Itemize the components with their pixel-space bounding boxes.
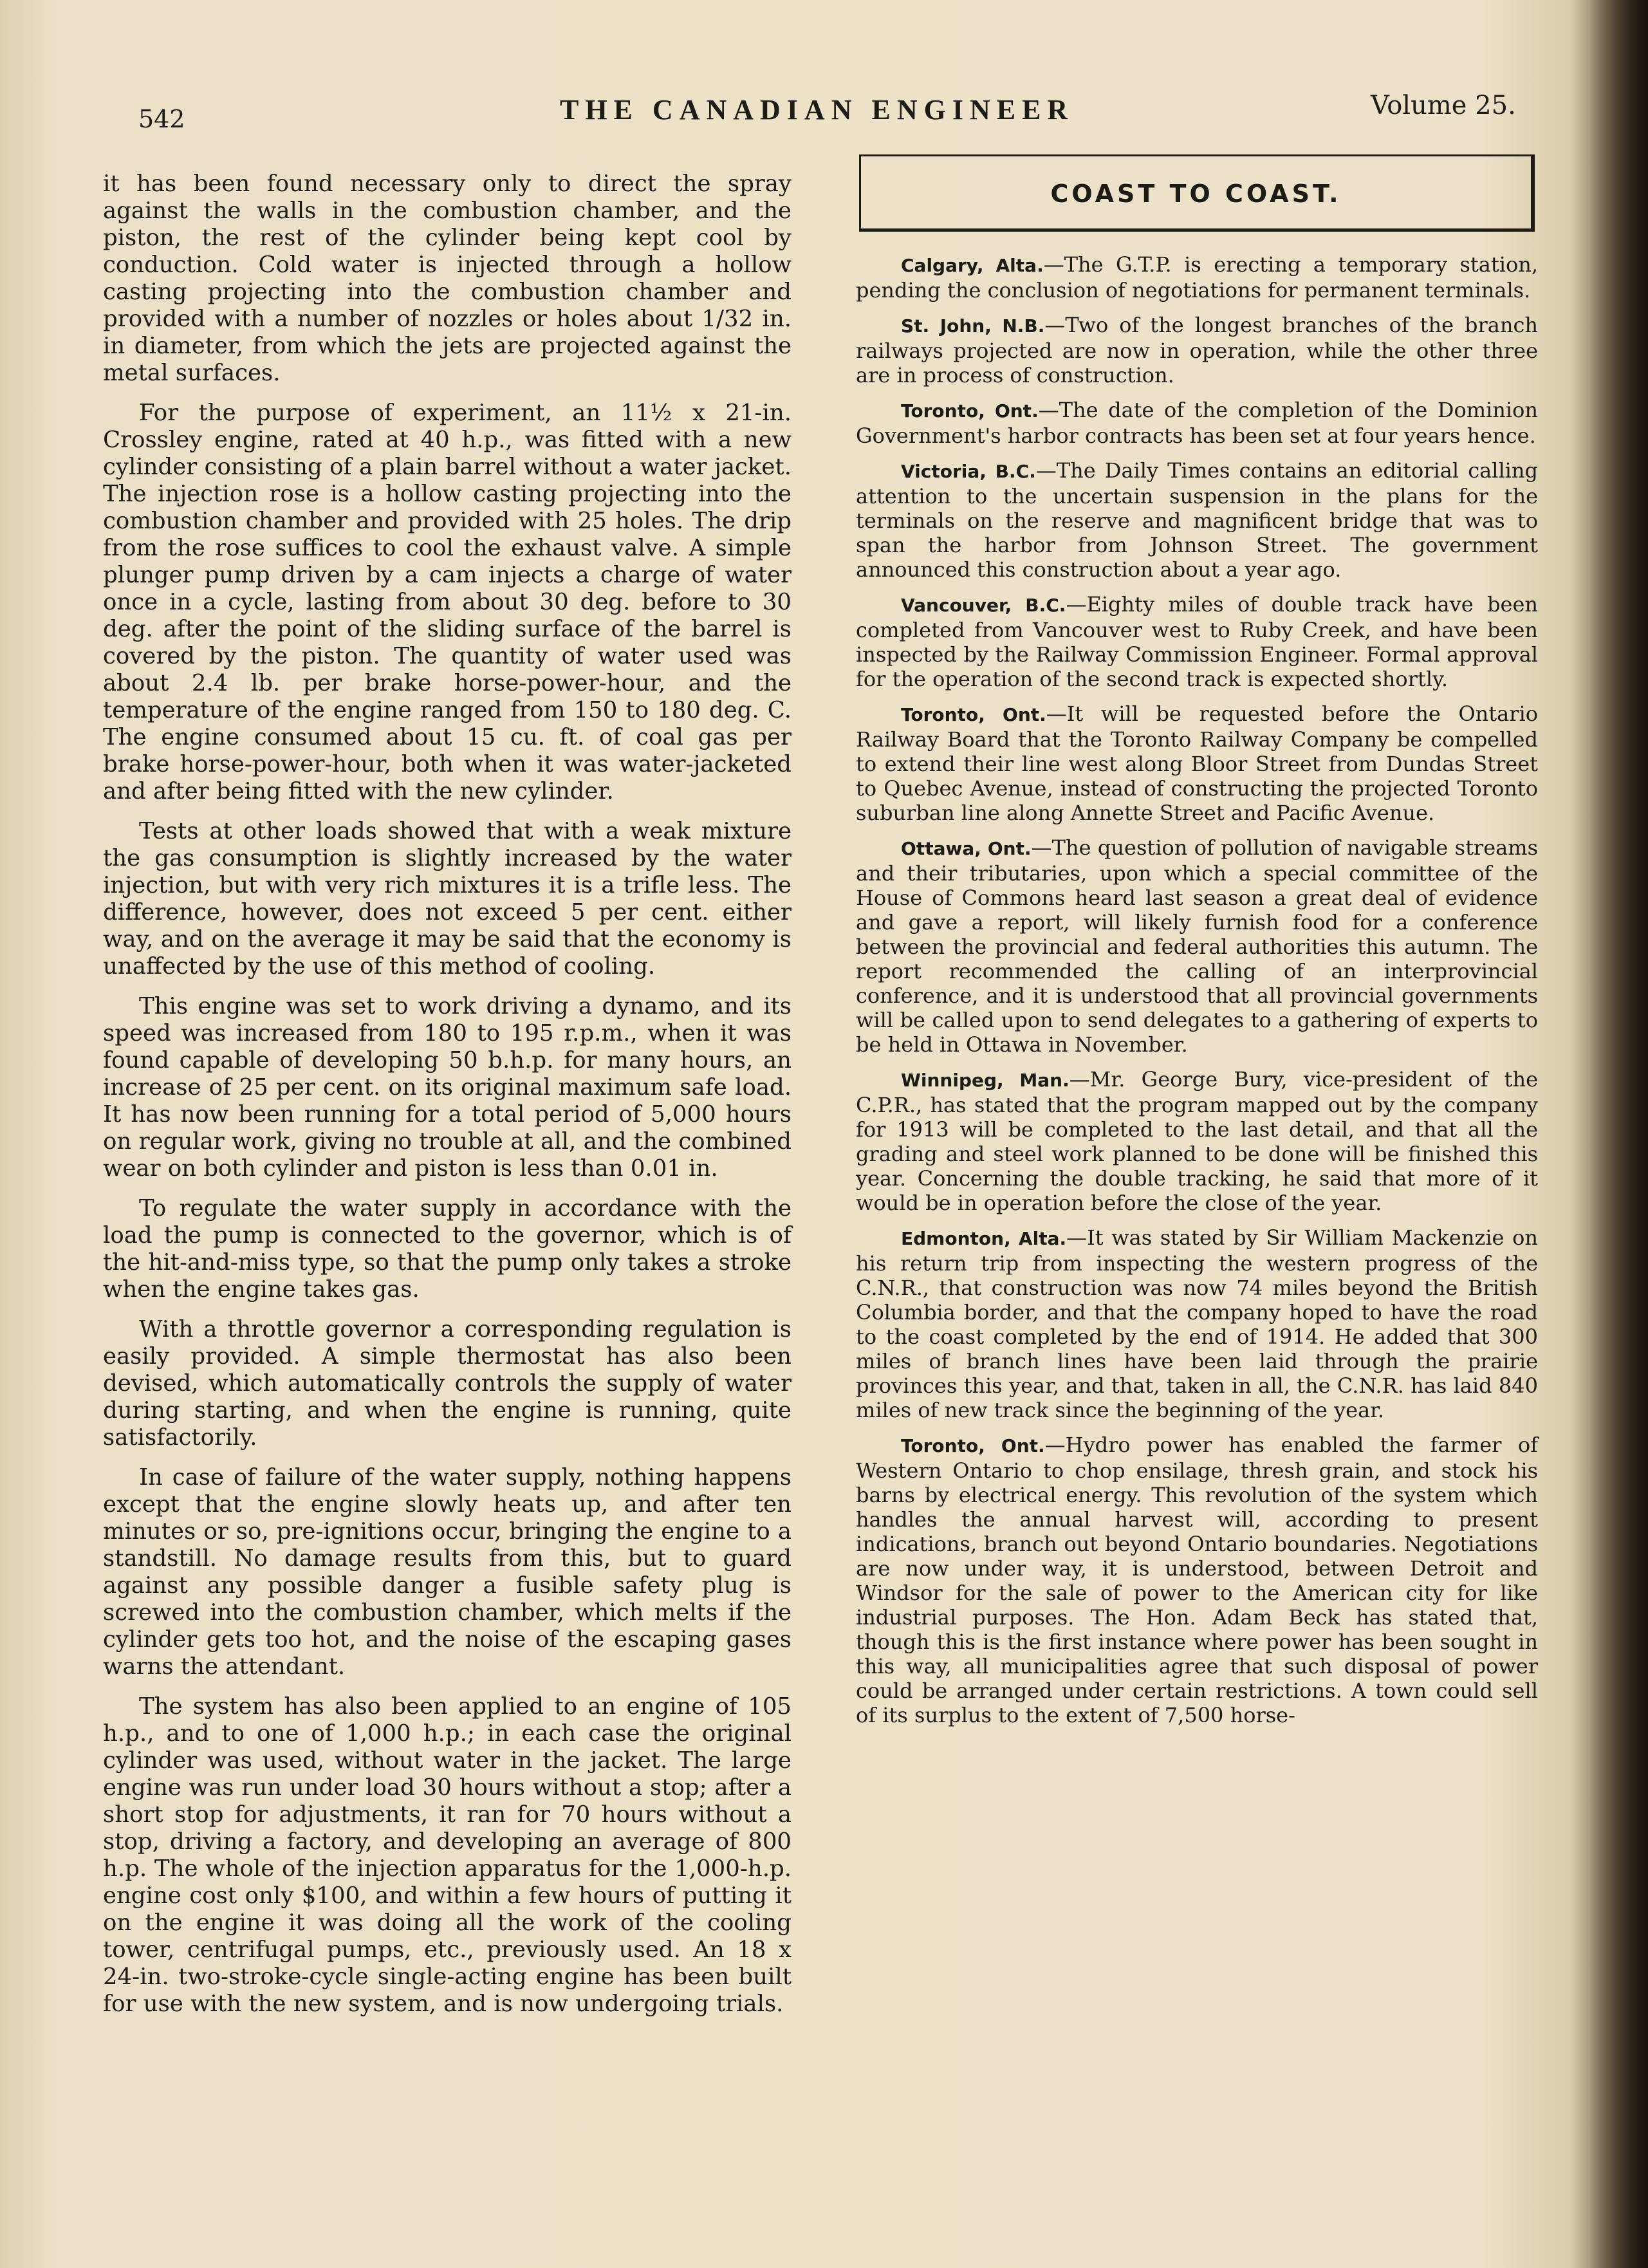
page-header: [0, 87, 1648, 133]
news-location: Toronto, Ont.: [901, 400, 1039, 422]
news-location: Calgary, Alta.: [901, 255, 1044, 276]
news-item: [856, 1067, 1538, 1215]
news-item: [856, 458, 1538, 582]
news-item: [856, 835, 1538, 1057]
journal-title: THE CANADIAN ENGINEER: [560, 94, 1075, 125]
news-item: [856, 313, 1538, 387]
news-text: —Mr. George Bury, vice-president of the C.P.R., has stated that the program mapped out by the company for 1913 will be completed to the last detail, and that all the grading and steel work planned to be done will be finished this year. Concerning the double tracking, he said that more of it would be in operation before the close of the year.: [856, 1067, 1538, 1215]
section-title: COAST TO COAST.: [1050, 180, 1342, 208]
article-paragraph: This engine was set to work driving a dynamo, and its speed was increased from 180 to 195 r.p.m., when it was found capable of developing 50 b.h.p. for many hours, an increase of 25 per cent. on its original maximum safe load. It has now been running for a total period of 5,000 hours on regular work, giving no trouble at all, and the combined wear on both cylinder and piston is less than 0.01 in.: [103, 993, 792, 1182]
news-item: [856, 702, 1538, 825]
article-paragraph: With a throttle governor a corresponding regulation is easily provided. A simple thermostat has also been devised, which automatically controls the supply of water during starting, and when the engine is running, quite satisfactorily.: [103, 1316, 792, 1451]
news-item: [856, 252, 1538, 302]
news-text: —The G.T.P. is erecting a temporary station, pending the conclusion of negotiations for permanent terminals.: [856, 252, 1538, 302]
news-item: [856, 592, 1538, 691]
news-location: Edmonton, Alta.: [901, 1228, 1067, 1249]
article-paragraph: In case of failure of the water supply, nothing happens except that the engine slowly heats up, and after ten minutes or so, pre-ignitions occur, bringing the engine to a standstill. No damage results from this, but to guard against any possible danger a fusible safety plug is screwed into the combustion chamber, which melts if the cylinder gets too hot, and the noise of the escaping gases warns the attendant.: [103, 1464, 792, 1680]
article-paragraph: Tests at other loads showed that with a weak mixture the gas consumption is slightly increased by the water injection, but with very rich mixtures it is a trifle less. The difference, however, does not exceed 5 per cent. either way, and on the average it may be said that the economy is unaffected by the use of this method of cooling.: [103, 818, 792, 980]
news-text: —The Daily Times contains an editorial calling attention to the uncertain suspension in the plans for the terminals on the reserve and magnificent bridge that was to span the harbor from Johnson Street. The government announced this construction about a year ago.: [856, 458, 1538, 582]
news-location: Ottawa, Ont.: [901, 838, 1032, 859]
news-list: [856, 252, 1538, 1727]
news-location: Winnipeg, Man.: [901, 1070, 1069, 1091]
article-paragraph: For the purpose of experiment, an 11½ x 21-in. Crossley engine, rated at 40 h.p., was fitted with a new cylinder consisting of a plain barrel without a water jacket. The injection rose is a hollow casting projecting into the combustion chamber and provided with 25 holes. The drip from the rose suffices to cool the exhaust valve. A simple plunger pump driven by a cam injects a charge of water once in a cycle, lasting from about 30 deg. before to 30 deg. after the point of the sliding surface of the barrel is covered by the piston. The quantity of water used was about 2.4 lb. per brake horse-power-hour, and the temperature of the engine ranged from 150 to 180 deg. C. The engine consumed about 15 cu. ft. of coal gas per brake horse-power-hour, both when it was water-jacketed and after being fitted with the new cylinder.: [103, 400, 792, 804]
news-location: Victoria, B.C.: [901, 461, 1036, 482]
news-text: —The question of pollution of navigable streams and their tributaries, upon which a special committee of the House of Commons heard last season a great deal of evidence and gave a report, will likely furnish food for a conference between the provincial and federal authorities this autumn. The report recommended the calling of an interprovincial conference, and it is understood that all provincial governments will be called upon to send delegates to a gathering of experts to be held in Ottawa in November.: [856, 835, 1539, 1057]
news-item: [856, 1433, 1538, 1727]
news-item: [856, 1225, 1538, 1422]
left-column-article: [103, 171, 792, 2031]
section-title-box: [859, 154, 1535, 232]
article-paragraph: The system has also been applied to an engine of 105 h.p., and to one of 1,000 h.p.; in each case the original cylinder was used, without water in the jacket. The large engine was run under load 30 hours without a stop; after a short stop for adjustments, it ran for 70 hours without a stop, driving a factory, and developing an average of 800 h.p. The whole of the injection apparatus for the 1,000-h.p. engine cost only $100, and within a few hours of putting it on the engine it was doing all the work of the cooling tower, centrifugal pumps, etc., previously used. An 18 x 24-in. two-stroke-cycle single-acting engine has been built for use with the new system, and is now undergoing trials.: [103, 1693, 792, 2017]
news-text: —Two of the longest branches of the branch railways projected are now in operation, while the other three are in process of construction.: [856, 313, 1539, 387]
article-paragraph: To regulate the water supply in accordance with the load the pump is connected to the governor, which is of the hit-and-miss type, so that the pump only takes a stroke when the engine takes gas.: [103, 1195, 792, 1303]
news-text: —It was stated by Sir William Mackenzie on his return trip from inspecting the western progress of the C.N.R., that construction was now 74 miles beyond the British Columbia border, and that the company hoped to have the road to the coast completed by the end of 1914. He added that 300 miles of branch lines have been laid through the prairie provinces this year, and that, taken in all, the C.N.R. has laid 840 miles of new track since the beginning of the year.: [856, 1225, 1539, 1422]
news-item: [856, 398, 1538, 448]
news-location: Toronto, Ont.: [901, 1435, 1045, 1456]
news-location: Toronto, Ont.: [901, 704, 1046, 725]
news-location: Vancouver, B.C.: [901, 595, 1066, 616]
news-text: —Hydro power has enabled the farmer of Western Ontario to chop ensilage, thresh grain, and stock his barns by electrical energy. This revolution of the system which handles the annual harvest will, according to present indications, branch out beyond Ontario boundaries. Negotiations are now under way, it is understood, between Detroit and Windsor for the sale of power to the American city for like industrial purposes. The Hon. Adam Beck has stated that, though this is the first instance where power has been sought in this way, all municipalities agree that such disposal of power could be arranged under certain restrictions. A town could sell of its surplus to the extent of 7,500 horse-: [856, 1433, 1539, 1727]
news-text: —It will be requested before the Ontario Railway Board that the Toronto Railway Company be compelled to extend their line west along Bloor Street from Dundas Street to Quebec Avenue, instead of constructing the projected Toronto suburban line along Annette Street and Pacific Avenue.: [856, 702, 1539, 825]
volume-label: Volume 25.: [1371, 91, 1516, 120]
page-number: 542: [138, 105, 185, 133]
news-location: St. John, N.B.: [901, 315, 1045, 337]
news-text: —The date of the completion of the Dominion Government's harbor contracts has been set at four years hence.: [856, 398, 1539, 448]
article-paragraph: it has been found necessary only to direct the spray against the walls in the combustion chamber, and the piston, the rest of the cylinder being kept cool by conduction. Cold water is injected through a hollow casting projecting into the combustion chamber and provided with a number of nozzles or holes about 1/32 in. in diameter, from which the jets are projected against the metal surfaces.: [103, 171, 792, 386]
right-column-news: [856, 154, 1538, 1738]
news-text: —Eighty miles of double track have been completed from Vancouver west to Ruby Creek, and have been inspected by the Railway Commission Engineer. Formal approval for the operation of the second track is expected shortly.: [856, 592, 1539, 691]
binding-shadow: [1589, 0, 1648, 2268]
